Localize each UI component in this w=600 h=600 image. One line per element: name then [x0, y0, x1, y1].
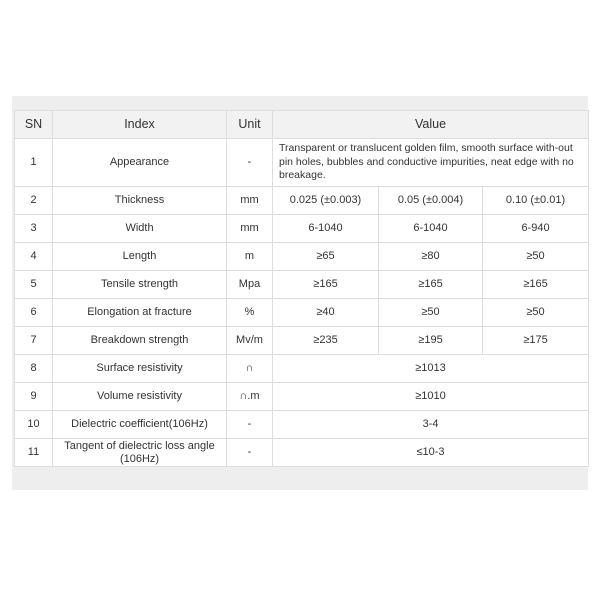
- cell-unit: %: [227, 299, 273, 327]
- cell-unit: -: [227, 439, 273, 467]
- cell-unit: mm: [227, 215, 273, 243]
- cell-value-3: ≥50: [483, 299, 589, 327]
- cell-sn: 8: [15, 355, 53, 383]
- table-row: [15, 383, 589, 411]
- table-row: [15, 271, 589, 299]
- table-row: [15, 139, 589, 187]
- cell-sn: 9: [15, 383, 53, 411]
- cell-index: Breakdown strength: [53, 327, 227, 355]
- cell-value: ≥1010: [273, 383, 589, 411]
- cell-value-3: ≥175: [483, 327, 589, 355]
- cell-value-1: 0.025 (±0.003): [273, 187, 379, 215]
- cell-unit: -: [227, 139, 273, 187]
- cell-index: Tensile strength: [53, 271, 227, 299]
- cell-sn: 11: [15, 439, 53, 467]
- cell-sn: 5: [15, 271, 53, 299]
- header-sn: SN: [15, 111, 53, 139]
- table-row: [15, 327, 589, 355]
- table-row: [15, 187, 589, 215]
- table-row: [15, 243, 589, 271]
- cell-index: Tangent of dielectric loss angle (106Hz): [53, 439, 227, 467]
- header-unit: Unit: [227, 111, 273, 139]
- cell-value-3: ≥50: [483, 243, 589, 271]
- cell-value-1: ≥40: [273, 299, 379, 327]
- cell-unit: m: [227, 243, 273, 271]
- cell-value-2: ≥195: [379, 327, 483, 355]
- cell-value-1: ≥65: [273, 243, 379, 271]
- cell-sn: 3: [15, 215, 53, 243]
- cell-sn: 4: [15, 243, 53, 271]
- cell-value-3: 0.10 (±0.01): [483, 187, 589, 215]
- cell-value-2: ≥50: [379, 299, 483, 327]
- cell-index: Surface resistivity: [53, 355, 227, 383]
- cell-index: Length: [53, 243, 227, 271]
- cell-value-1: ≥235: [273, 327, 379, 355]
- table-row: [15, 215, 589, 243]
- table-row: [15, 299, 589, 327]
- cell-unit: ∩.m: [227, 383, 273, 411]
- cell-index: Dielectric coefficient(106Hz): [53, 411, 227, 439]
- cell-value-3: 6-940: [483, 215, 589, 243]
- spec-table: [14, 110, 589, 467]
- table-row: [15, 411, 589, 439]
- cell-index: Thickness: [53, 187, 227, 215]
- cell-value-1: ≥165: [273, 271, 379, 299]
- cell-index: Width: [53, 215, 227, 243]
- table-row: [15, 355, 589, 383]
- cell-unit: mm: [227, 187, 273, 215]
- header-row: [15, 111, 589, 139]
- cell-value-2: 0.05 (±0.004): [379, 187, 483, 215]
- cell-index: Volume resistivity: [53, 383, 227, 411]
- cell-index: Elongation at fracture: [53, 299, 227, 327]
- cell-sn: 2: [15, 187, 53, 215]
- cell-unit: -: [227, 411, 273, 439]
- cell-value: ≤10-3: [273, 439, 589, 467]
- cell-unit: Mpa: [227, 271, 273, 299]
- cell-value-3: ≥165: [483, 271, 589, 299]
- cell-index: Appearance: [53, 139, 227, 187]
- header-index: Index: [53, 111, 227, 139]
- cell-sn: 1: [15, 139, 53, 187]
- cell-value: Transparent or translucent golden film, smooth surface with-out pin holes, bubbles and conductive impurities, neat edge with no breakage.: [273, 139, 589, 187]
- cell-value: 3-4: [273, 411, 589, 439]
- table-row: [15, 439, 589, 467]
- cell-unit: ∩: [227, 355, 273, 383]
- header-value: Value: [273, 111, 589, 139]
- cell-unit: Mv/m: [227, 327, 273, 355]
- cell-value-2: ≥80: [379, 243, 483, 271]
- cell-sn: 10: [15, 411, 53, 439]
- cell-value: ≥1013: [273, 355, 589, 383]
- cell-value-2: 6-1040: [379, 215, 483, 243]
- cell-value-1: 6-1040: [273, 215, 379, 243]
- cell-value-2: ≥165: [379, 271, 483, 299]
- cell-sn: 7: [15, 327, 53, 355]
- cell-sn: 6: [15, 299, 53, 327]
